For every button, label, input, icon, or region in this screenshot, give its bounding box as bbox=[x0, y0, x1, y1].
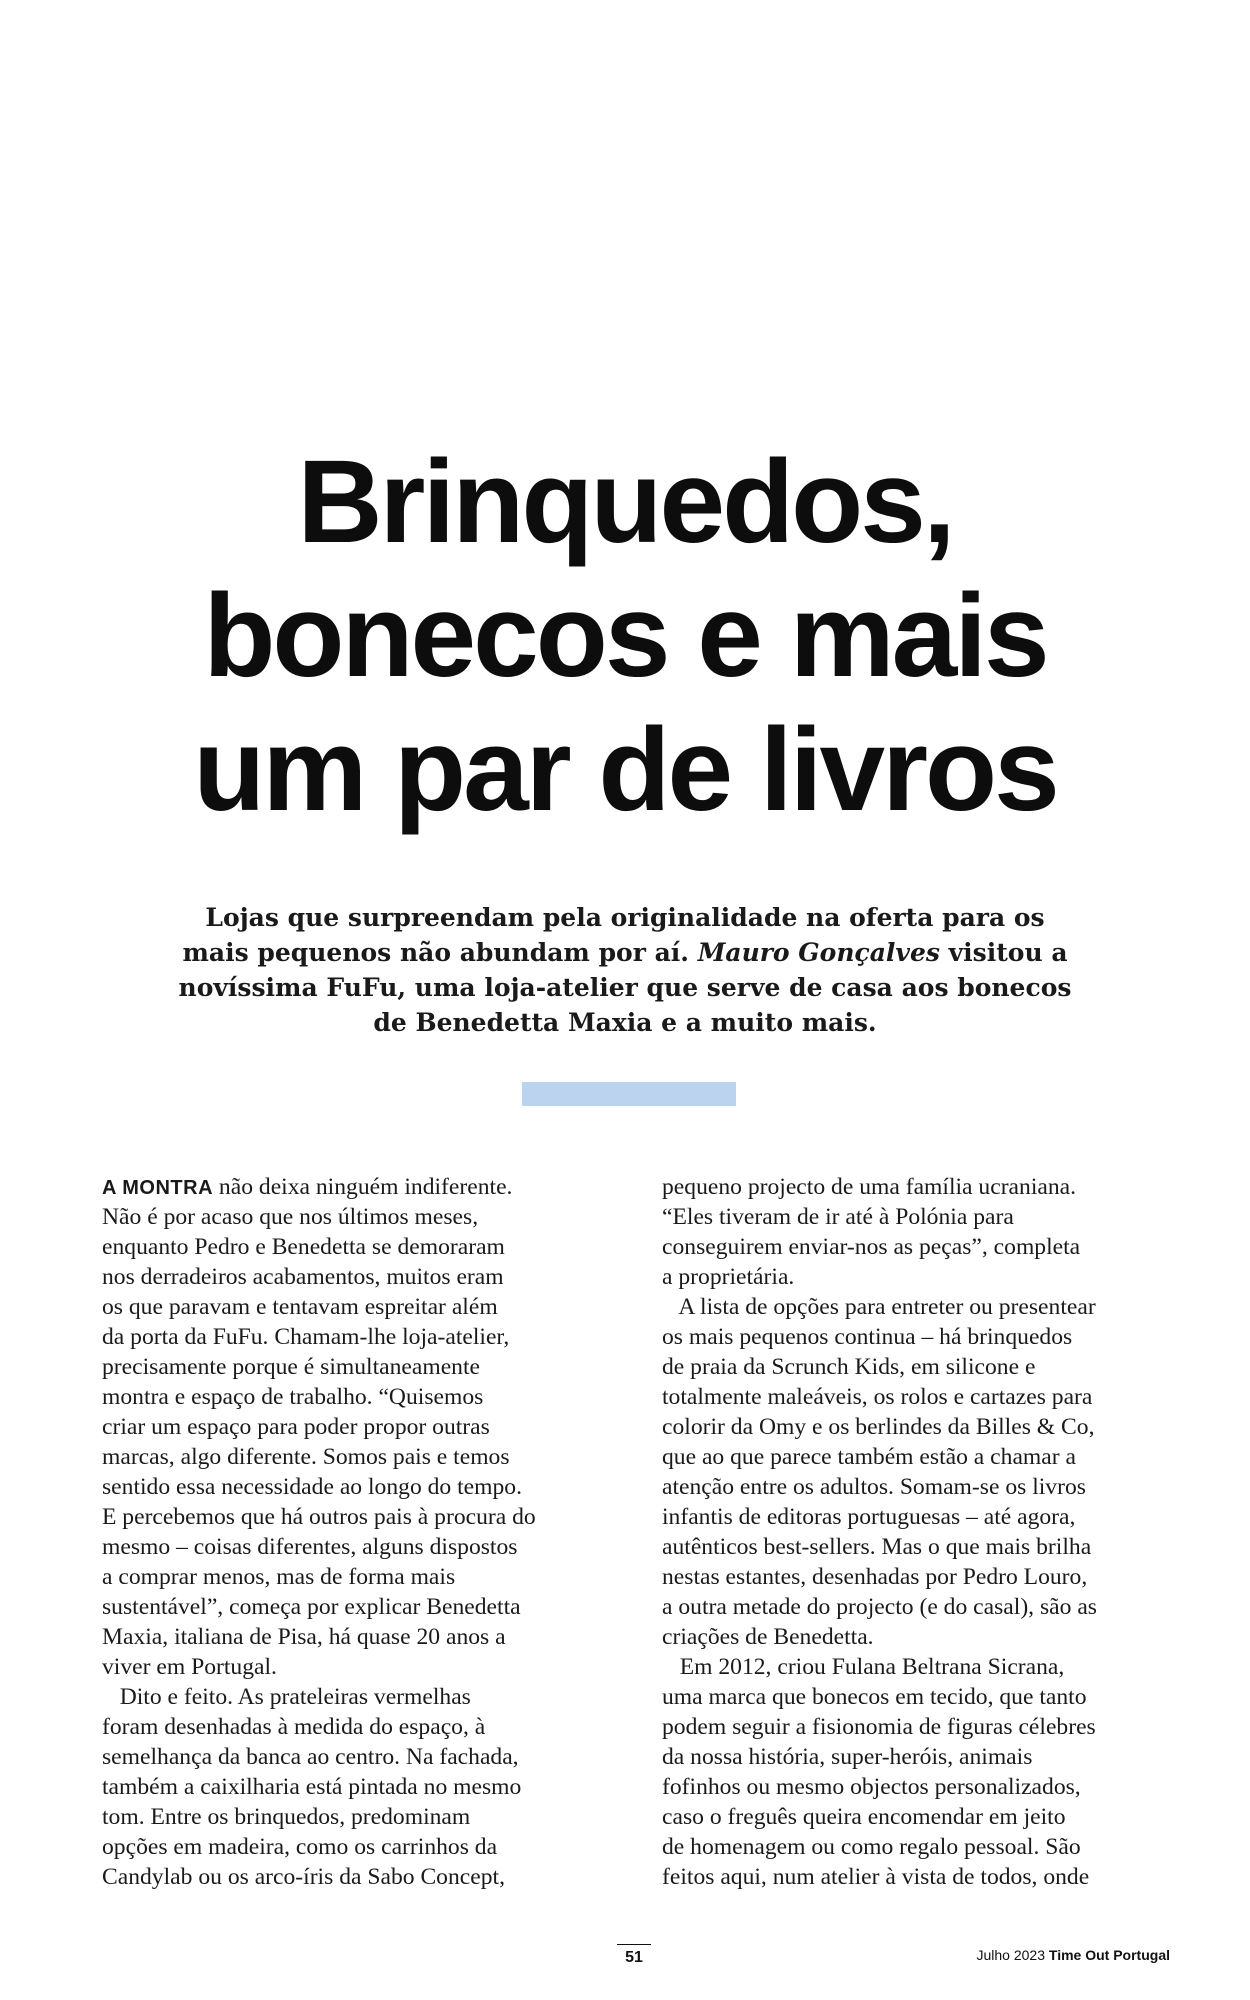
body-line: totalmente maleáveis, os rolos e cartazes para bbox=[662, 1384, 1093, 1410]
body-line: criar um espaço para poder propor outras bbox=[102, 1414, 490, 1440]
author-name: Mauro Gonçalves bbox=[697, 938, 940, 967]
footer-publication-info bbox=[977, 1946, 1171, 1964]
body-line: atenção entre os adultos. Somam-se os livros bbox=[662, 1474, 1086, 1500]
body-line: uma marca que bonecos em tecido, que tanto bbox=[662, 1684, 1087, 1710]
issue-date: Julho 2023 bbox=[976, 1947, 1046, 1963]
body-line: A lista de opções para entreter ou presentear bbox=[662, 1294, 1096, 1320]
body-line: a comprar menos, mas de forma mais bbox=[102, 1564, 456, 1590]
body-line: sustentável”, começa por explicar Benedetta bbox=[102, 1594, 521, 1620]
body-column-right bbox=[662, 1172, 1182, 1892]
body-line: criações de Benedetta. bbox=[662, 1624, 874, 1650]
headline bbox=[0, 435, 1250, 837]
publication-name: Time Out Portugal bbox=[1048, 1947, 1170, 1963]
body-line: mesmo – coisas diferentes, alguns dispostos bbox=[102, 1534, 518, 1560]
body-line: que ao que parece também estão a chamar a bbox=[662, 1444, 1076, 1470]
body-line: os mais pequenos continua – há brinquedos bbox=[662, 1324, 1073, 1350]
body-line: precisamente porque é simultaneamente bbox=[102, 1354, 480, 1380]
standfirst-text: Lojas que surpreendam pela originalidade na oferta para os mais pequenos não abundam por aí. bbox=[182, 903, 1045, 967]
body-line: marcas, algo diferente. Somos pais e temos bbox=[102, 1444, 510, 1470]
body-line: E percebemos que há outros pais à procura do bbox=[102, 1504, 536, 1530]
headline-line: bonecos e mais bbox=[203, 570, 1047, 702]
body-line: Dito e feito. As prateleiras vermelhas bbox=[102, 1684, 471, 1710]
body-line-text: não deixa ninguém indiferente. bbox=[213, 1174, 513, 1200]
body-line: colorir da Omy e os berlindes da Billes & Co, bbox=[662, 1414, 1095, 1440]
body-line: Candylab ou os arco-íris da Sabo Concept, bbox=[102, 1864, 505, 1890]
page-number: 51 bbox=[617, 1944, 651, 1967]
body-line: sentido essa necessidade ao longo do tempo. bbox=[102, 1474, 522, 1500]
body-line: a proprietária. bbox=[662, 1264, 795, 1290]
body-line: fofinhos ou mesmo objectos personalizados, bbox=[662, 1774, 1081, 1800]
body-line: de homenagem ou como regalo pessoal. São bbox=[662, 1834, 1081, 1860]
body-line: também a caixilharia está pintada no mesmo bbox=[102, 1774, 522, 1800]
body-line: nos derradeiros acabamentos, muitos eram bbox=[102, 1264, 504, 1290]
kicker-label: A MONTRA bbox=[102, 1177, 214, 1199]
body-column-left bbox=[102, 1172, 622, 1892]
body-line: podem seguir a fisionomia de figuras célebres bbox=[662, 1714, 1096, 1740]
body-line: foram desenhadas à medida do espaço, à bbox=[102, 1714, 486, 1740]
body-line: infantis de editoras portuguesas – até agora, bbox=[662, 1504, 1076, 1530]
body-line: Em 2012, criou Fulana Beltrana Sicrana, bbox=[662, 1654, 1065, 1680]
body-line: viver em Portugal. bbox=[102, 1654, 277, 1680]
body-line: Não é por acaso que nos últimos meses, bbox=[102, 1204, 479, 1230]
body-line: os que paravam e tentavam espreitar além bbox=[102, 1294, 498, 1320]
body-line: a outra metade do projecto (e do casal), são as bbox=[662, 1594, 1097, 1620]
body-line: de praia da Scrunch Kids, em silicone e bbox=[662, 1354, 1036, 1380]
body-line: caso o freguês queira encomendar em jeito bbox=[662, 1804, 1066, 1830]
body-line: conseguirem enviar-nos as peças”, completa bbox=[662, 1234, 1081, 1260]
body-line: Maxia, italiana de Pisa, há quase 20 anos a bbox=[102, 1624, 506, 1650]
headline-line: Brinquedos, bbox=[297, 436, 953, 568]
body-line: nestas estantes, desenhadas por Pedro Louro, bbox=[662, 1564, 1088, 1590]
body-line: pequeno projecto de uma família ucraniana. bbox=[662, 1174, 1077, 1200]
body-line: opções em madeira, como os carrinhos da bbox=[102, 1834, 498, 1860]
body-line: “Eles tiveram de ir até à Polónia para bbox=[662, 1204, 1014, 1230]
body-line: tom. Entre os brinquedos, predominam bbox=[102, 1804, 471, 1830]
body-line: semelhança da banca ao centro. Na fachada, bbox=[102, 1744, 519, 1770]
body-line: montra e espaço de trabalho. “Quisemos bbox=[102, 1384, 484, 1410]
body-line bbox=[102, 1172, 622, 1202]
headline-line: um par de livros bbox=[193, 704, 1057, 836]
body-line: da porta da FuFu. Chamam-lhe loja-atelier, bbox=[102, 1324, 510, 1350]
body-line: feitos aqui, num atelier à vista de todos, onde bbox=[662, 1864, 1090, 1890]
standfirst-text-end: visitou a novíssima FuFu, uma loja-atelier que serve de casa aos bonecos de Benedetta Maxia e a muito mais. bbox=[178, 938, 1072, 1037]
accent-divider-bar bbox=[522, 1082, 736, 1106]
body-line: autênticos best-sellers. Mas o que mais brilha bbox=[662, 1534, 1092, 1560]
standfirst bbox=[175, 900, 1075, 1040]
body-line: da nossa história, super-heróis, animais bbox=[662, 1744, 1033, 1770]
body-line: enquanto Pedro e Benedetta se demoraram bbox=[102, 1234, 505, 1260]
